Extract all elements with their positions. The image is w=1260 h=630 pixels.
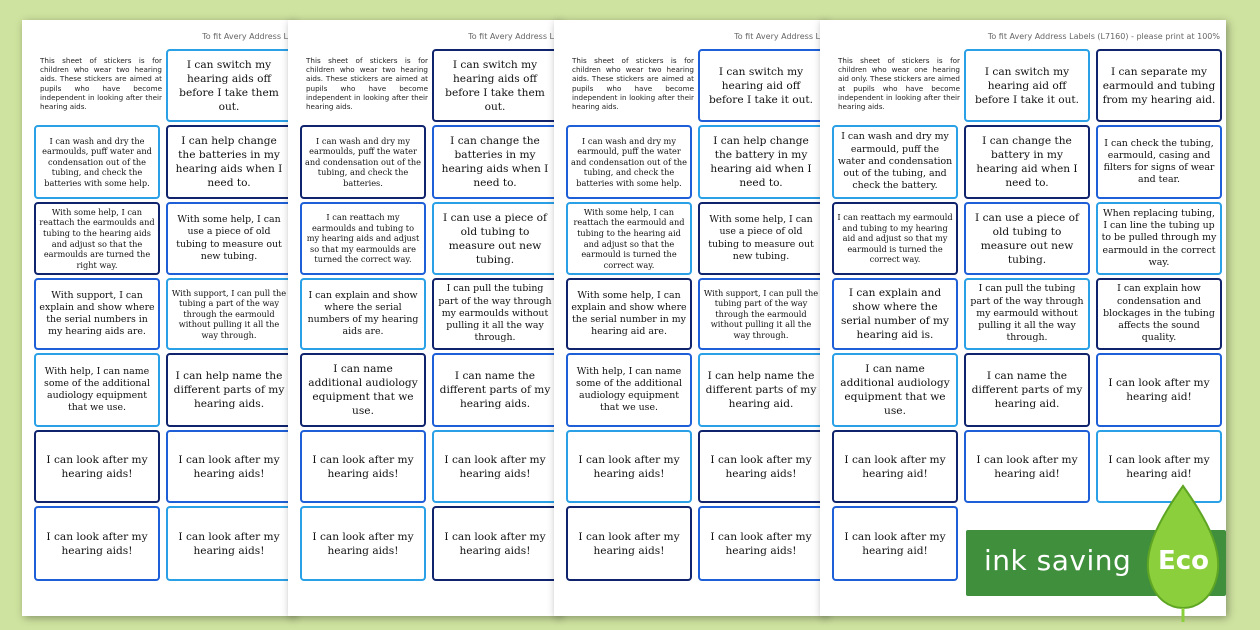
sticker-card: With help, I can name some of the additional audiology equipment that we use. [566,353,692,427]
sticker-card: I can help change the batteries in my hearing aids when I need to. [166,125,292,199]
sticker-card: I can look after my hearing aid! [964,430,1090,503]
sticker-card: I can look after my hearing aid! [1096,353,1222,427]
sticker-card: With help, I can name some of the additional audiology equipment that we use. [34,353,160,427]
sticker-card: With support, I can pull the tubing part of the way through the earmould without pulling it all the way through. [698,278,824,350]
sticker-card: I can help name the different parts of my hearing aids. [166,353,292,427]
sticker-card: I can switch my hearing aids off before I take them out. [166,49,292,122]
sticker-card: I can pull the tubing part of the way through my earmould without pulling it all the way through. [964,278,1090,350]
sheet-intro-text: This sheet of stickers is for children who wear two hearing aids. These stickers are aimed at pupils who have become independent in looking after their hearing aids. [572,56,694,112]
eco-label: Eco [1158,546,1210,576]
sticker-card: I can help change the battery in my hearing aid when I need to. [698,125,824,199]
sticker-card: I can look after my hearing aids! [300,506,426,581]
sticker-card: I can look after my hearing aids! [34,506,160,581]
sticker-sheet [22,20,294,616]
sticker-sheet [288,20,560,616]
sticker-card: With some help, I can use a piece of old tubing to measure out new tubing. [166,202,292,275]
sticker-card: I can change the battery in my hearing aid when I need to. [964,125,1090,199]
sheet-intro-text: This sheet of stickers is for children who wear two hearing aids. These stickers are aimed at pupils who have become independent in looking after their hearing aids. [306,56,428,112]
sheet-intro-text: This sheet of stickers is for children who wear two hearing aids. These stickers are aimed at pupils who have become independent in looking after their hearing aids. [40,56,162,112]
sticker-card: I can reattach my earmoulds and tubing to my hearing aids and adjust so that my earmoulds are turned the correct way. [300,202,426,275]
sticker-card: I can wash and dry the earmoulds, puff water and condensation out of the tubing, and check the batteries with some help. [34,125,160,199]
sticker-card: I can pull the tubing part of the way through my earmoulds without pulling it all the way through. [432,278,558,350]
sticker-sheet [554,20,826,616]
sticker-card: I can look after my hearing aids! [300,430,426,503]
sticker-card: I can look after my hearing aids! [698,506,824,581]
sticker-card: I can look after my hearing aids! [566,506,692,581]
sticker-card: I can look after my hearing aids! [166,430,292,503]
sticker-card: I can wash and dry my earmould, puff the water and condensation out of the tubing, and check the battery. [832,125,958,199]
sticker-card: I can use a piece of old tubing to measure out new tubing. [964,202,1090,275]
sticker-card: With some help, I can explain and show where the serial number in my hearing aid are. [566,278,692,350]
sticker-card: I can wash and dry my earmoulds, puff the water and condensation out of the tubing, and check the batteries. [300,125,426,199]
sticker-card: I can name additional audiology equipment that we use. [300,353,426,427]
sheet-intro-text: This sheet of stickers is for children who wear one hearing aid only. These stickers are aimed at pupils who have become independent in looking after their hearing aids. [838,56,960,112]
sheet-header-note: To fit Avery Address L [202,32,288,41]
sticker-card: I can look after my hearing aids! [34,430,160,503]
sticker-card: I can look after my hearing aids! [566,430,692,503]
ink-saving-label: ink saving [984,544,1132,577]
sticker-card: I can wash and dry my earmould, puff the water and condensation out of the tubing, and check the batteries with some help. [566,125,692,199]
sticker-card: When replacing tubing, I can line the tubing up to be pulled through my earmould in the correct way. [1096,202,1222,275]
sticker-card: I can name the different parts of my hearing aids. [432,353,558,427]
sticker-card: I can change the batteries in my hearing aids when I need to. [432,125,558,199]
sticker-card: I can reattach my earmould and tubing to my hearing aid and adjust so that my earmould is turned the correct way. [832,202,958,275]
sticker-card: I can look after my hearing aids! [698,430,824,503]
sheet-header-note: To fit Avery Address L [468,32,554,41]
sticker-card: I can check the tubing, earmould, casing and filters for signs of wear and tear. [1096,125,1222,199]
sticker-card: I can look after my hearing aid! [832,430,958,503]
sticker-card: I can look after my hearing aids! [166,506,292,581]
sheet-header-note: To fit Avery Address Labels (L7160) - please print at 100% [987,32,1220,41]
sticker-card: I can switch my hearing aid off before I take it out. [964,49,1090,122]
sticker-card: I can help name the different parts of my hearing aid. [698,353,824,427]
sticker-card: I can look after my hearing aid! [832,506,958,581]
sticker-card: I can look after my hearing aid! [1096,430,1222,503]
sheet-header-note: To fit Avery Address L [734,32,820,41]
sticker-card: I can explain and show where the serial number of my hearing aid is. [832,278,958,350]
sticker-card: I can explain and show where the serial numbers of my hearing aids are. [300,278,426,350]
sticker-card: I can explain how condensation and blockages in the tubing affects the sound quality. [1096,278,1222,350]
sticker-card: I can name additional audiology equipment that we use. [832,353,958,427]
sticker-card: With some help, I can use a piece of old tubing to measure out new tubing. [698,202,824,275]
sticker-card: I can name the different parts of my hearing aid. [964,353,1090,427]
sticker-card: I can switch my hearing aid off before I take it out. [698,49,824,122]
sticker-card: With support, I can explain and show where the serial numbers in my hearing aids are. [34,278,160,350]
sticker-card: With some help, I can reattach the earmoulds and tubing to the hearing aids and adjust so that the earmoulds are turned the right way. [34,202,160,275]
sticker-card: I can switch my hearing aids off before I take them out. [432,49,558,122]
sticker-card: With support, I can pull the tubing a part of the way through the earmould without pulling it all the way through. [166,278,292,350]
sticker-card: I can use a piece of old tubing to measure out new tubing. [432,202,558,275]
sticker-card: With some help, I can reattach the earmould and tubing to the hearing aid and adjust so that the earmould is turned the correct way. [566,202,692,275]
sticker-card: I can look after my hearing aids! [432,430,558,503]
sticker-card: I can separate my earmould and tubing from my hearing aid. [1096,49,1222,122]
sticker-card: I can look after my hearing aids! [432,506,558,581]
